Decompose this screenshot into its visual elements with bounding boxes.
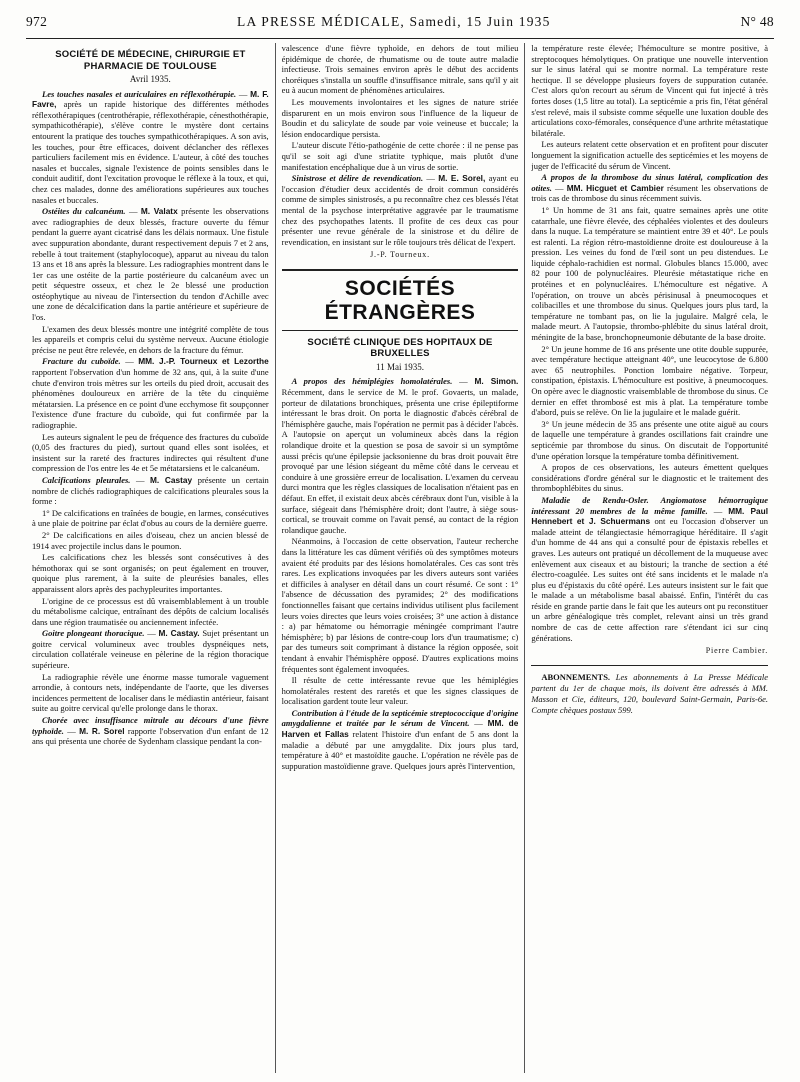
- article-text: 3° Un jeune médecin de 35 ans présente une otite aiguë au cours de laquelle une température à grandes oscillations fait craindre une septicémie par thrombose du sinus. On discutait de l'opportunité d'une opération lorsque la température tomba définitivement.: [531, 418, 769, 461]
- article-title: Ostéites du calcanéum.: [42, 206, 126, 217]
- article-title: Maladie de Rendu-Osler. Angiomatose hémorragique intéressant 20 membres de la même famille.: [531, 494, 769, 516]
- article-author: M. Castay.: [158, 628, 200, 639]
- article-paragraph: Goitre plongeant thoracique. — M. Castay. Sujet présentant un goitre cervical volumineux avec troubles dyspnéiques nets, circulation collatérale veineuse en pèlerine de la région thoracique supérieure.: [32, 628, 269, 671]
- article-paragraph: A propos des hémiplégies homolatérales. — M. Simon. Récemment, dans le service de M. le prof. Govaerts, un malade, porteur de dilatations bronchiques, présenta une crise épileptiforme intéressant le bras droit. On porta le diagnostic d'abcès cérébral de l'hémisphère gauche, mais l'opération ne permit pas à décider l'abcès. A l'autopsie on aperçut un volumineux abcès dans la région rolandique droite et la question se posa de savoir si un symptôme aussi précis qu'une épilepsie jacksonienne du bras droit pouvait être provoqué par une lésion siégeant du même côté dans le cerveau et conduire à une grossière erreur de localisation. L'examen du cerveau durci montra que les règles classiques de localisation n'étaient pas en défaut. En effet, il existait deux abcès cérébraux dont l'un, visible à la surface, siégeait dans l'hémisphère droit; dont l'autre, à siège sous-cortical, se trouvait comme on l'avait pensé, au contact de la région rolandique gauche.: [281, 376, 519, 535]
- article-title: Les touches nasales et auriculaires en réflexothérapie.: [42, 88, 237, 99]
- article-author: M. Valatx: [140, 206, 178, 217]
- article-text: Les calcifications chez les blessés sont consécutives à des hémothorax qui se sont organisés; on peut également en trouver, quoique plus rarement, à la suite de pleurésies banales, elles apparaissent alors après des pachypleurites importantes.: [32, 552, 269, 594]
- article-text: la température reste élevée; l'hémoculture se montre positive, à streptocoques hémolytiques. On pratique une nouvelle intervention sur le sinus latéral qui se montre normal. La température reste hectique. Il se développe plusieurs foyers de suppuration cutanée. C'est alors qu'on recourt au sérum de Vincent qui fut injecté à très fortes doses (1,5 litre au total). La septicémie a pris fin, l'état général s'est relevé, mais il subsiste comme séquelle une luxation double des articulations coxo-fémorales, conséquence d'une arthrite métastatique bilatérale.: [531, 43, 769, 138]
- article-text: ayant eu l'occasion d'étudier deux accidentés de droit commun considérés comme de simples sinistrosés, a pu reconnaître chez ces blessés l'état mental de la psychose interprétative aggravée par le traumatisme chez des psychopathes latents. Il profite de ces deux cas pour présenter une revue générale de la sinistrose et du délire de revendication, en insistant sur le rôle toujours très délicat de l'expert.: [281, 173, 519, 247]
- article-paragraph: A propos de la thrombose du sinus latéral, complication des otites. — MM. Hicguet et Cambier résument les observations de trois cas de thrombose du sinus récemment suivis.: [531, 172, 769, 204]
- article-text: présente les observations avec radiographies de deux blessés, fracture ouverte du fémur pendant la guerre ayant cicatrisé dans les délais normaux. Une fistule avec suppuration abondante, durant respectivement depuis 7 et 2 ans, rebelle à tout traitement (staphylocoque), apparut au niveau du talon 13 ans et 18 ans après la blessure. Les radiographies montrent dans le 1er cas une ostéite de la partie postérieure du calcanéum avec un petit séquestre osseux, et chez le 2e blessé une production ostéophytique au niveau de l'intersection du tendon d'Achille avec une zone de décalcification dans la partie antérieure et supérieure de l'os.: [32, 206, 269, 323]
- article-author: M. F. Favre,: [32, 88, 269, 110]
- article-paragraph: Les touches nasales et auriculaires en réflexothérapie. — M. F. Favre, après un rapide historique des différentes méthodes réflexothérapiques (centrothérapie, réflexothérapie, cénesthothérapie, sympathicothérapie), s'élève contre le mystère dont certains entourent la pratique des touches sympathicothérapiques. A son avis, les touches, pour être efficaces, doivent déclancher des réflexes particuliers facilement mis en évidence. L'auteur, à côté des touches nasales et buccales, signale l'existence de points sensibles dans le conduit auditif, dont l'excitation provoque le réflexe à la toux, et qui, chez ces malades, donne des améliorations supérieures aux touches nasales et buccales.: [32, 88, 269, 205]
- section-date: 11 Mai 1935.: [376, 361, 424, 372]
- section-title: SOCIÉTÉ DE MÉDECINE, CHIRURGIE ET PHARMACIE DE TOULOUSE: [55, 49, 246, 72]
- column-2: [275, 43, 525, 1073]
- article-text: La radiographie révèle une énorme masse tumorale vaguement arrondie, à contours nets, indépendante de l'aorte, que les diverses incidences permettent de localiser dans le médiastin antérieur, faisant suite au goitre cervical qu'elle prolonge dans le thorax.: [32, 671, 269, 714]
- article-text: 2° Un jeune homme de 16 ans présente une otite double suppurée, avec température hectique atteignant 40°, une leucocytose de 6.800 avec 65 neutrophiles. Ponction lombaire négative. Torpeur, constipation, épistaxis. L'hémoculture est positive, à pneumocoques. On opère avec le diagnostic vraisemblable de thrombose du sinus. Ce dernier en effet thrombosé est mis à plat. La température tombe d'abord, puis se relève. On lie la jugulaire et le malade guérit.: [531, 343, 769, 418]
- article-text: relatent l'histoire d'un enfant de 5 ans dont la maladie a débuté par une amygdalite. Dix jours plus tard, température à 40° et mastoïdite gauche. L'opération ne révèle pas de suppuration mastoïdienne grave. Quelques jours après l'intervention,: [281, 729, 519, 771]
- article-author: MM. de Harven et Fallas: [281, 718, 519, 740]
- page-number: 972: [26, 14, 48, 29]
- journal-title: LA PRESSE MÉDICALE, Samedi, 15 Juin 1935: [237, 14, 551, 29]
- article-author: M. Castay: [150, 474, 193, 485]
- article-text: rapporte l'observation d'un enfant de 12 ans qui présenta une chorée de Sydenham classique pendant la con-: [32, 725, 269, 747]
- section-banner: SOCIÉTÉS ÉTRANGÈRES: [282, 269, 519, 331]
- article-text: présente un certain nombre de clichés radiographiques de calcifications pleurales sous la forme :: [32, 474, 269, 507]
- article-title: A propos des hémiplégies homolatérales.: [291, 376, 453, 387]
- signature: Pierre Cambier.: [705, 646, 769, 656]
- article-text: Les auteurs signalent le peu de fréquence des fractures du cuboïde (0,05 des fractures du pied), surtout quand elles sont isolées, et insistent sur la rareté des fractures indirectes qui résultent d'une compression de l'os entre les 4e et 5e métatarsiens et le calcanéum.: [32, 431, 269, 474]
- article-author: M. R. Sorel: [79, 725, 125, 736]
- article-author: M. E. Sorel,: [438, 173, 486, 184]
- subscriptions-label: ABONNEMENTS.: [541, 671, 611, 682]
- article-paragraph: Fracture du cuboïde. — MM. J.-P. Tourneux et Lezorthe rapportent l'observation d'un homme de 32 ans, qui, à la suite d'une chute d'environ trois mètres sur les orteils du pied droit, accusait des phénomènes douloureux en arrière de la tête du cinquième métatarsien. La présence en ce point d'une ecchymose fit soupçonner l'existence d'une fracture du cuboïde, qui fut confirmée par la radiographie.: [32, 356, 269, 430]
- article-text: Il résulte de cette intéressante revue que les hémiplégies homolatérales restent des raretés et que les signes classiques de localisation gardent toute leur valeur.: [281, 675, 519, 707]
- page-header: [26, 14, 774, 39]
- subscriptions-body: Les abonnements à La Presse Médicale partent du 1er de chaque mois, ils doivent être adressés à MM. Masson et Cie, éditeurs, 120, boulevard Saint-Germain, Paris-6e. Compte chèques postaux 599.: [531, 671, 769, 715]
- article-text: résument les observations de trois cas de thrombose du sinus récemment suivis.: [531, 182, 769, 204]
- column-1: [26, 43, 275, 1073]
- article-author: M. Simon.: [474, 376, 519, 387]
- article-paragraph: Contribution à l'étude de la septicémie streptococcique d'origine amygdalienne et traitée par le sérum de Vincent. — MM. de Harven et Fallas relatent l'histoire d'un enfant de 5 ans dont la maladie a débuté par une amygdalite. Dix jours plus tard, température à 40° et mastoïdite gauche. L'opération ne révèle pas de suppuration mastoïdienne grave. Quelques jours après l'intervention,: [281, 707, 519, 771]
- section-title: SOCIÉTÉ CLINIQUE DES HOPITAUX DE BRUXELLES: [307, 336, 493, 360]
- article-text: Récemment, dans le service de M. le prof. Govaerts, un malade, porteur de dilatations bronchiques, présenta une crise épileptiforme intéressant le bras droit. On porta le diagnostic d'abcès cérébral de l'hémisphère gauche, mais l'opération ne permit pas à décider l'abcès. A l'autopsie on aperçut un volumineux abcès dans la région rolandique droite et la question se posa de savoir si un symptôme aussi précis qu'une épilepsie jacksonienne du bras droit pouvait être provoqué par une lésion siégeant du même côté dans le cerveau et conduire à une grossière erreur de localisation. L'examen du cerveau durci montra que les règles classiques de localisation n'étaient pas en défaut. En effet, il existait deux abcès cérébraux dont l'un, visible à la surface, siégeait dans l'hémisphère droit; dont l'autre, à siège sous-cortical, se trouvait comme on l'avait pensé, au contact de la région rolandique gauche.: [281, 387, 519, 535]
- article-paragraph: Chorée avec insuffisance mitrale au décours d'une fièvre typhoïde. — M. R. Sorel rapporte l'observation d'un enfant de 12 ans qui présenta une chorée de Sydenham classique pendant la con-: [32, 715, 269, 747]
- article-text: rapportent l'observation d'un homme de 32 ans, qui, à la suite d'une chute d'environ trois mètres sur les orteils du pied droit, accusait des phénomènes douloureux en arrière de la tête du cinquième métatarsien. La présence en ce point d'une ecchymose fit soupçonner l'existence d'une fracture du cuboïde, qui fut confirmée par la radiographie.: [32, 367, 269, 430]
- article-title: Calcifications pleurales.: [42, 474, 131, 485]
- article-author: MM. J.-P. Tourneux et Lezorthe: [138, 356, 269, 367]
- article-text: 2° De calcifications en ailes d'oiseau, chez un ancien blessé de 1914 avec projectile inclus dans le poumon.: [32, 529, 269, 551]
- subscriptions-box: [531, 665, 768, 716]
- issue-number: N° 48: [740, 14, 774, 29]
- article-paragraph: Calcifications pleurales. — M. Castay présente un certain nombre de clichés radiographiques de calcifications pleurales sous la forme :: [32, 474, 269, 507]
- article-text: Les auteurs relatent cette observation et en profitent pour discuter longuement la signification actuelle des septicémies et les moyens de juger de l'efficacité du sérum de Vincent.: [531, 139, 769, 171]
- subscriptions-text: [531, 672, 768, 716]
- article-text: valescence d'une fièvre typhoïde, en dehors de tout milieu épidémique de chorée, de rhumatisme ou de toute autre maladie infectieuse. Trois semaines environ après le début des accidents choréiques s'installa un souffle d'insuffisance mitrale, sans qu'il y ait eu à aucun moment de phénomènes articulaires.: [281, 43, 519, 96]
- signature: J.-P. Tourneux.: [370, 250, 430, 260]
- columns: [26, 43, 774, 1073]
- article-title: Goitre plongeant thoracique.: [42, 628, 145, 639]
- article-text: A propos de ces observations, les auteurs émettent quelques considérations d'ordre général sur le diagnostic et le traitement des thrombophlébites du sinus.: [531, 462, 769, 494]
- article-text: L'examen des deux blessés montre une intégrité complète de tous les appareils et compris celui du système nerveux. Aucune étiologie précise ne peut être relevée, en dehors de la fracture du fémur.: [32, 323, 269, 355]
- article-text: L'origine de ce processus est dû vraisemblablement à un trouble du métabolisme calcique, entraînant des dépôts de calcium localisés dans une région traumatisée ou anciennement infectée.: [32, 595, 269, 627]
- article-paragraph: Ostéites du calcanéum. — M. Valatx présente les observations avec radiographies de deux blessés, fracture ouverte du fémur pendant la guerre ayant cicatrisé dans les délais normaux. Une fistule avec suppuration abondante, durant respectivement depuis 7 et 2 ans, rebelle à tout traitement (staphylocoque), apparut au niveau du talon 13 ans et 18 ans après la blessure. Les radiographies montrent dans le 1er cas une ostéite de la partie postérieure du calcanéum avec un petit séquestre osseux, et chez le 2e blessé une production ostéophytique au niveau de l'intersection du tendon d'Achille avec une zone de décalcification dans la partie antérieure et supérieure de l'os.: [32, 206, 269, 323]
- article-text: 1° De calcifications en traînées de bougie, en larmes, consécutives à une plaie de poitrine par éclat d'obus au cours de la dernière guerre.: [32, 507, 269, 529]
- article-title: A propos de la thrombose du sinus latéral, complication des otites.: [531, 172, 769, 193]
- article-text: Sujet présentant un goitre cervical volumineux avec troubles dyspnéiques nets, circulation collatérale veineuse en pèlerine de la région thoracique supérieure.: [32, 628, 269, 671]
- article-title: Fracture du cuboïde.: [42, 356, 121, 367]
- article-author: MM. Hicguet et Cambier: [566, 182, 664, 193]
- article-paragraph: Maladie de Rendu-Osler. Angiomatose hémorragique intéressant 20 membres de la même famille. — MM. Paul Hennebert et J. Schuermans ont eu l'occasion d'observer un malade atteint de télangiectasie hémorragique héréditaire. Il s'agit d'un homme de 44 ans qui a consulté pour de épistaxis rebelles et graves. Les auteurs ont pratiqué un décollement de la muqueuse avec enlèvement aux ciseaux et au bistouri; la tranche de section a été électro-coagulée. Les suites ont été sans incidents et le malade n'a plus eu d'épistaxis du côté opéré. Les auteurs insistent sur le fait que le malade a un métabolisme basal abaissé. Enfin, l'intérêt du cas réside en grande partie dans le fait que les auteurs ont pu reconstituer un arbre généalogique très complet, relevant ainsi un très grand nombre de cas de cette affection rare s'étendant ici sur cinq générations.: [531, 494, 769, 643]
- section-date: Avril 1935.: [129, 74, 171, 84]
- article-text: Néanmoins, à l'occasion de cette observation, l'auteur recherche dans la littérature les cas dûment vérifiés où des symptômes moteurs avaient été produits par des lésions homolatérales. Ces cas sont très rares. Les explications invoquées par les divers auteurs sont variées et difficiles à analyser en détail dans un court résumé. Ce sont : 1° l'absence de décussation des pyramides; 2° des modifications fonctionnelles faisant que certains individus utilisent plus facilement leurs voies directes que leurs voies croisées; 3° une action à distance : a) par hématome ou hémorragie méningée comprimant l'autre hémisphère; b) par lésions de contre-coup lors d'un traumatisme; c) par des tumeurs soit comprimant à distance la région opposée, soit tendant à envahir l'hémisphère opposé. D'autres explications moins fréquentes sont également invoquées.: [281, 536, 519, 674]
- article-text: 1° Un homme de 31 ans fait, quatre semaines après une otite catarrhale, une fièvre élevée, des céphalées violentes et des douleurs dans la nuque. La température se maintient entre 39 et 40°. Le pouls est ralenti. La région rétro-mastoïdienne droite est douloureuse à la pression. Les veines du fond de l'œil sont un peu distendues. Le liquide céphalo-rachidien est normal. Globules blancs 15.000, avec 82 pour 100 de polynucléaires. Pleurésie métastatique riche en protéines et en polynucléaires. L'hémoculture est négative. A l'opération, on trouve un abcès périsinusal à pneumocoques et colibacilles et une thrombose du sinus. Quelques jours plus tard, la température ne tombant pas, on lie la jugulaire. Malgré cela, le malade meurt. A l'autopsie, thrombo-phlébite du sinus latéral droit, méningite de la base, bronchopneumonie débutante de la base droite.: [531, 204, 769, 343]
- article-text: ont eu l'occasion d'observer un malade atteint de télangiectasie hémorragique héréditaire. Il s'agit d'un homme de 44 ans qui a consulté pour de épistaxis rebelles et graves. Les auteurs ont pratiqué un décollement de la muqueuse avec enlèvement aux ciseaux et au bistouri; la tranche de section a été électro-coagulée. Les suites ont été sans incidents et le malade n'a plus eu d'épistaxis du côté opéré. Les auteurs insistent sur le fait que le malade a un métabolisme basal abaissé. Enfin, l'intérêt du cas réside en grande partie dans le fait que les auteurs ont pu reconstituer un arbre généalogique très complet, relevant ainsi un très grand nombre de cas de cette affection rare s'étendant ici sur cinq générations.: [531, 516, 769, 643]
- article-text: Les mouvements involontaires et les signes de nature striée disparurent en un mois environ sous l'influence de la liqueur de Boudin et du salicylate de soude par voie veineuse et buccale; la lésion endocardique persista.: [281, 96, 519, 139]
- article-title: Contribution à l'étude de la septicémie streptococcique d'origine amygdalienne et traitée par le sérum de Vincent.: [281, 707, 519, 729]
- article-text: L'auteur discute l'étio-pathogénie de cette chorée : il ne pense pas qu'il se soit agi d'une striatite typhique, mais plutôt d'une manifestation encéphalique due à un virus de sortie.: [281, 140, 519, 172]
- article-paragraph: Sinistrose et délire de revendication. — M. E. Sorel, ayant eu l'occasion d'étudier deux accidentés de droit commun considérés comme de simples sinistrosés, a pu reconnaître chez ces blessés l'état mental de la psychose interprétative aggravée par le traumatisme chez des psychopathes latents. Il profite de ces deux cas pour présenter une revue générale de la sinistrose et du délire de revendication, en insistant sur le rôle toujours très délicat de l'expert.: [281, 173, 519, 247]
- article-author: MM. Paul Hennebert et J. Schuermans: [531, 505, 768, 527]
- column-3: [524, 43, 774, 1073]
- article-title: Sinistrose et délire de revendication.: [291, 173, 424, 184]
- article-text: après un rapide historique des différentes méthodes réflexothérapiques (centrothérapie, réflexothérapie, cénesthothérapie, sympathicothérapie), s'élève contre le mystère dont certains entourent la pratique des touches sympathicothérapiques. A son avis, les touches, pour être efficaces, doivent déclancher des réflexes particuliers facilement mis en évidence. L'auteur, à côté des touches nasales et buccales, signale l'existence de points sensibles dans le conduit auditif, dont l'excitation provoque le réflexe à la toux, et qui, chez ces malades, donne des améliorations supérieures aux touches nasales et buccales.: [32, 99, 269, 205]
- article-title: Chorée avec insuffisance mitrale au décours d'une fièvre typhoïde.: [32, 715, 269, 736]
